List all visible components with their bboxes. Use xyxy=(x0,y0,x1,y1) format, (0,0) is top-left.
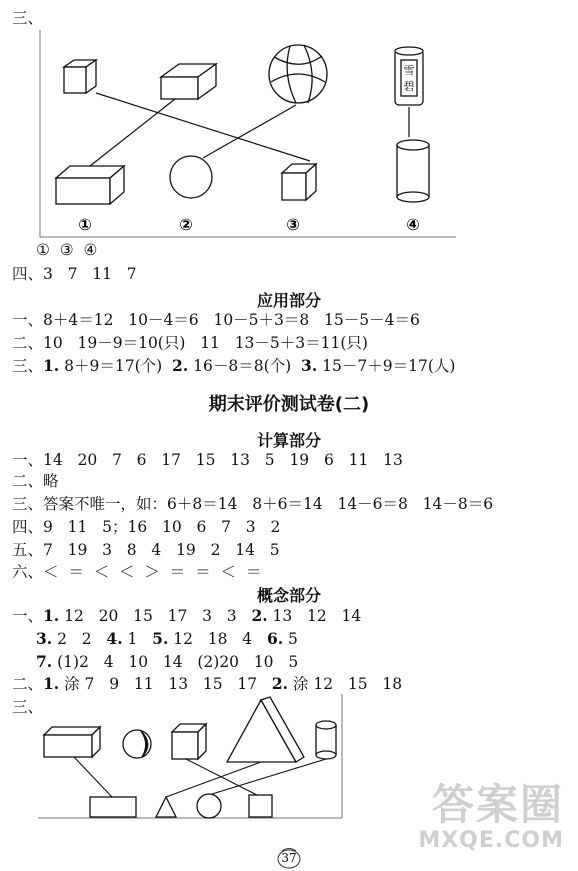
cube-top-icon xyxy=(64,60,96,93)
triangle-icon xyxy=(156,797,176,817)
ball-icon xyxy=(269,45,327,103)
order-answer: ① ③ ④ xyxy=(36,241,98,259)
circle-bottom-icon xyxy=(170,156,212,198)
calc-line-3: 三、答案不唯一，如：6＋8＝14 8＋6＝14 14－6＝8 14－8＝6 xyxy=(12,495,494,513)
concept-line-1: 一、1. 12 20 15 17 3 3 2. 13 12 14 xyxy=(12,606,362,625)
calc-line-5: 五、7 19 3 8 4 19 2 14 5 xyxy=(12,541,280,559)
fig1-label-1: ① xyxy=(78,215,92,234)
fig1-label-3: ③ xyxy=(286,215,300,234)
cuboid-icon xyxy=(44,727,100,757)
exam-title: 期末评价测试卷(二) xyxy=(208,394,370,415)
concept-line-4: 二、1. 涂 7 9 11 13 15 17 2. 涂 12 15 18 xyxy=(12,674,403,693)
triangular-prism-icon xyxy=(227,697,304,762)
cube-icon xyxy=(172,724,206,759)
calc-line-1: 一、14 20 7 6 17 15 13 5 19 6 11 13 xyxy=(12,451,403,469)
concept-line-2: 3. 2 2 4. 1 5. 12 18 4 6. 5 xyxy=(36,629,298,648)
watermark-url: MXQE.COM xyxy=(418,828,564,853)
sprite-can-icon xyxy=(395,47,423,105)
calc-line-4: 四、9 11 5；16 10 6 7 3 2 xyxy=(12,518,281,536)
matching-figure-2 xyxy=(38,694,348,824)
cylinder-icon xyxy=(316,721,336,759)
concept-line-3: 7. (1)2 4 10 14 (2)20 10 5 xyxy=(36,652,299,671)
matching-lines-2 xyxy=(74,757,326,797)
calc-line-2: 二、略 xyxy=(12,472,59,490)
q3-label-top: 三、 xyxy=(12,9,44,27)
sphere-icon xyxy=(123,730,151,758)
app-line-3: 三、1. 8＋9＝17(个) 2. 16－8＝8(个) 3. 15－7＋9＝17(人) xyxy=(12,356,456,375)
square-icon xyxy=(249,795,272,817)
fig1-label-4: ④ xyxy=(406,215,420,234)
cylinder-bottom-icon xyxy=(397,140,429,202)
matching-figure-1 xyxy=(38,30,458,245)
application-heading: 应用部分 xyxy=(256,291,321,310)
can-text-2: 碧 xyxy=(403,80,415,93)
rectangle-icon xyxy=(90,797,136,817)
q4-answer-top: 四、3 7 11 7 xyxy=(12,265,137,283)
circle-icon xyxy=(197,794,221,818)
calc-heading: 计算部分 xyxy=(256,431,321,450)
cube-bottom-icon xyxy=(282,164,316,200)
matching-lines xyxy=(90,93,409,166)
app-line-2: 二、10 19－9＝10(只) 11 13－5＋3＝11(只) xyxy=(12,334,368,352)
app-line-1: 一、8＋4＝12 10－4＝6 10－5＋3＝8 15－5－4＝6 xyxy=(12,311,420,329)
fig1-label-2: ② xyxy=(179,215,193,234)
page-number: 37 xyxy=(281,851,297,865)
can-text-1: 雪 xyxy=(403,64,415,77)
concept-heading: 概念部分 xyxy=(256,586,321,605)
box-top-icon xyxy=(161,64,216,99)
watermark-logo: 答案圈 xyxy=(431,780,564,829)
calc-line-6: 六、＜ ＝ ＜ ＜ ＞ ＝ ＝ ＜ ＝ xyxy=(12,563,262,581)
cuboid-bottom-icon xyxy=(56,166,124,204)
concept-q3-label: 三、 xyxy=(12,698,44,716)
